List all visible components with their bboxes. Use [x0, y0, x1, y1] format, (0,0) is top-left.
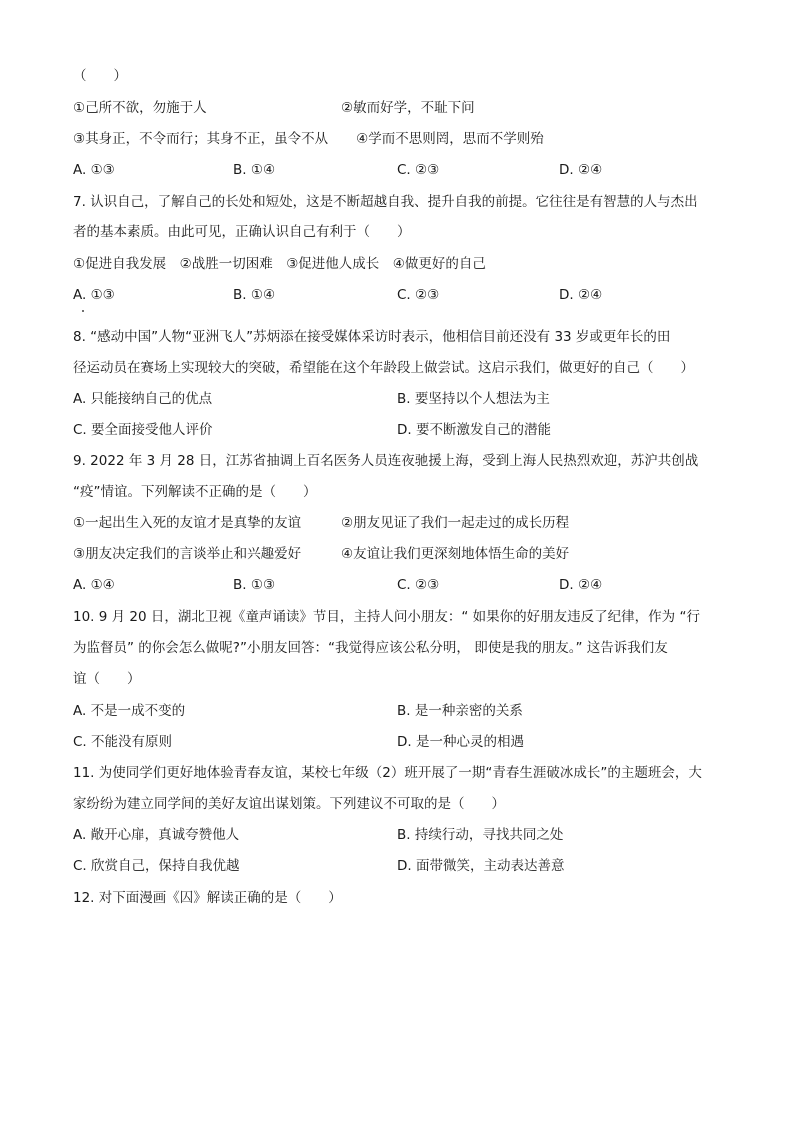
- q11-stem-line-1: 11. 为使同学们更好地体验青春友谊，某校七年级（2）班开展了一期“青春生涯破冰成长”的主题班会，大: [73, 765, 702, 781]
- q7-stem-line-2: 者的基本素质。由此可见，正确认识自己有利于（ ）: [73, 224, 411, 240]
- q7-answer-d: D. ②④: [559, 287, 603, 303]
- q6-answer-a: A. ①③: [73, 162, 115, 178]
- q9-stem-line-2: “疫”情谊。下列解读不正确的是（ ）: [73, 484, 317, 500]
- q10-answer-c: C. 不能没有原则: [73, 734, 173, 750]
- q11-answer-row-2: [73, 856, 733, 876]
- q8-answer-a: A. 只能接纳自己的优点: [73, 391, 213, 407]
- q6-blank: （ ）: [73, 68, 127, 84]
- q7-answer-a: A. ①③: [73, 287, 115, 303]
- q10-answer-a: A. 不是一成不变的: [73, 703, 186, 719]
- q6-option-4: ④学而不思则罔，思而不学则殆: [356, 131, 544, 147]
- q7-answer-row: [73, 285, 733, 305]
- q8-answer-c: C. 要全面接受他人评价: [73, 422, 213, 438]
- q12-stem-line-1: 12. 对下面漫画《囚》解读正确的是（ ）: [73, 890, 342, 906]
- q6-option-1: ①己所不欲，勿施于人: [73, 100, 207, 116]
- q7-answer-b: B. ①④: [233, 287, 276, 303]
- q11-answer-b: B. 持续行动，寻找共同之处: [397, 827, 564, 843]
- q8-answer-row-1: [73, 389, 733, 409]
- q9-answer-row: [73, 575, 733, 595]
- q11-answer-c: C. 欣赏自己，保持自我优越: [73, 858, 240, 874]
- q8-answer-row-2: [73, 420, 733, 440]
- q6-option-3: ③其身正，不令而行；其身不正，虽令不从: [73, 131, 329, 147]
- q9-answer-d: D. ②④: [559, 577, 603, 593]
- q6-answer-d: D. ②④: [559, 162, 603, 178]
- q6-answer-c: C. ②③: [397, 162, 440, 178]
- q9-answer-c: C. ②③: [397, 577, 440, 593]
- q8-answer-d: D. 要不断激发自己的潜能: [397, 422, 551, 438]
- q7-stem-line-1: 7. 认识自己，了解自己的长处和短处，这是不断超越自我、提升自我的前提。它往往是有智慧的人与杰出: [73, 194, 698, 210]
- q6-answer-b: B. ①④: [233, 162, 276, 178]
- q11-answer-row-1: [73, 825, 733, 845]
- q7-answer-c: C. ②③: [397, 287, 440, 303]
- q10-stem-line-2: 为监督员” 的你会怎么做呢?”小朋友回答：“我觉得应该公私分明， 即使是我的朋友。” 这告诉我们友: [73, 640, 668, 656]
- q7-options: ①促进自我发展 ②战胜一切困难 ③促进他人成长 ④做更好的自己: [73, 256, 486, 272]
- q10-answer-d: D. 是一种心灵的相遇: [397, 734, 524, 750]
- q9-options-row-1: [73, 513, 733, 533]
- q6-options-row-1: [73, 98, 733, 118]
- q10-answer-b: B. 是一种亲密的关系: [397, 703, 523, 719]
- q11-answer-d: D. 面带微笑，主动表达善意: [397, 858, 565, 874]
- q8-answer-b: B. 要坚持以个人想法为主: [397, 391, 550, 407]
- q9-answer-b: B. ①③: [233, 577, 276, 593]
- q6-option-2: ②敏而好学，不耻下问: [341, 100, 475, 116]
- q11-answer-a: A. 敞开心扉，真诚夸赞他人: [73, 827, 240, 843]
- q11-stem-line-2: 家纷纷为建立同学间的美好友谊出谋划策。下列建议不可取的是（ ）: [73, 796, 505, 812]
- q9-option-4: ④友谊让我们更深刻地体悟生命的美好: [341, 546, 570, 562]
- q8-stem-line-1: 8. “感动中国”人物“亚洲飞人”苏炳添在接受媒体采访时表示，他相信目前还没有 33 岁或更年长的田: [73, 329, 671, 345]
- q6-answer-row: [73, 160, 733, 180]
- q9-option-3: ③朋友决定我们的言谈举止和兴趣爱好: [73, 546, 302, 562]
- q10-answer-row-1: [73, 701, 733, 721]
- q9-answer-a: A. ①④: [73, 577, 115, 593]
- q9-option-1: ①一起出生入死的友谊才是真挚的友谊: [73, 515, 302, 531]
- stray-dot: [82, 310, 84, 312]
- q9-option-2: ②朋友见证了我们一起走过的成长历程: [341, 515, 570, 531]
- q8-stem-line-2: 径运动员在赛场上实现较大的突破，希望能在这个年龄段上做尝试。这启示我们，做更好的自己（ ）: [73, 360, 694, 376]
- q10-stem-line-3: 谊（ ）: [73, 671, 141, 687]
- q10-stem-line-1: 10. 9 月 20 日，湖北卫视《童声诵读》节目，主持人问小朋友：“ 如果你的好朋友违反了纪律，作为 “行: [73, 609, 700, 625]
- q10-answer-row-2: [73, 732, 733, 752]
- q9-stem-line-1: 9. 2022 年 3 月 28 日，江苏省抽调上百名医务人员连夜驰援上海，受到上海人民热烈欢迎，苏沪共创战: [73, 453, 699, 469]
- q6-options-row-2: [73, 129, 544, 149]
- q9-options-row-2: [73, 544, 733, 564]
